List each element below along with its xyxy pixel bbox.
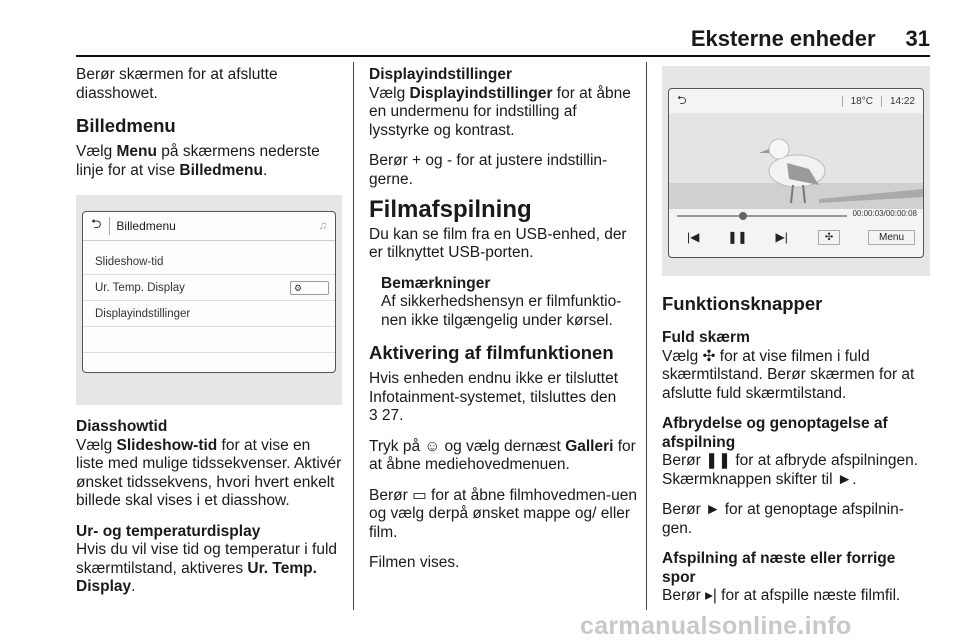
paragraph: Berør ❚❚ for at afbryde afspilningen. Skærmknappen skifter til ►.	[662, 452, 919, 488]
page-header	[680, 26, 930, 52]
back-icon[interactable]: ⮌	[91, 216, 102, 231]
progress-track[interactable]	[677, 215, 847, 217]
screen-title-bar	[669, 89, 923, 113]
subheading: Displayindstillinger	[369, 66, 512, 83]
pause-icon: ❚❚	[705, 452, 732, 469]
paragraph: Vælg ✣ for at vise filmen i fuld skærmtilstand. Berør skærmen for at afslutte fuld skærmtilstand.	[662, 347, 915, 402]
paragraph: Berør + og - for at justere indstillin-gerne.	[369, 152, 608, 188]
paragraph: Du kan se film fra en USB-enhed, der er tilknyttet USB-porten.	[369, 225, 627, 261]
film-icon: ▭	[412, 486, 427, 504]
empty-row	[83, 353, 335, 373]
subheading: Diasshowtid	[76, 418, 168, 435]
header-rule	[76, 55, 930, 57]
menu-item-ur-temp-display[interactable]: Ur. Temp. Display ⚙	[83, 275, 335, 301]
music-icon[interactable]: ♫	[318, 220, 327, 232]
paragraph: Berør ► for at genoptage afspilnin-gen.	[662, 501, 904, 537]
next-icon[interactable]: ▶|	[775, 230, 788, 244]
next-track-icon: ▸|	[705, 587, 717, 604]
paragraph: Vælg Menu på skærmens nederste linje for at vise Billedmenu.	[76, 143, 320, 179]
controls-row	[669, 221, 923, 253]
column-divider	[353, 62, 354, 610]
section-heading: Filmafspilning	[369, 196, 532, 223]
screen-title-bar	[83, 212, 335, 241]
subheading: Ur- og temperaturdisplay	[76, 522, 261, 540]
paragraph: Filmen vises.	[369, 554, 460, 571]
section-heading: Aktivering af filmfunktionen	[369, 342, 614, 363]
page-number: 31	[905, 26, 930, 51]
paragraph: Berør skærmen for at afslutte diasshowet.	[76, 66, 278, 102]
column-1-lower	[76, 418, 342, 609]
back-icon[interactable]: ⮌	[677, 92, 687, 107]
menu-item-slideshow-tid[interactable]: Slideshow-tid	[83, 249, 335, 275]
billedmenu-screen	[82, 211, 336, 373]
note-box	[381, 275, 637, 331]
subheading: Afspilning af næste eller forrige spor	[662, 550, 896, 586]
fullscreen-icon: ✣	[702, 347, 716, 365]
play-icon: ►	[836, 470, 853, 488]
menu-button[interactable]: Menu	[868, 230, 915, 245]
film-figure	[662, 66, 930, 276]
menu-item-displayindstillinger[interactable]: Displayindstillinger	[83, 301, 335, 327]
screen-title: Billedmenu	[116, 219, 176, 233]
empty-row	[83, 327, 335, 353]
paragraph: Vælg Displayindstillinger for at åbne en undermenu for indstilling af lysstyrke og kontrast.	[369, 84, 631, 139]
temperature: 18°C	[842, 96, 881, 107]
progress-row	[669, 209, 923, 221]
section-heading: Billedmenu	[76, 115, 176, 136]
progress-handle[interactable]	[739, 212, 747, 220]
subheading: Fuld skærm	[662, 329, 750, 346]
toggle-icon[interactable]: ⚙	[290, 281, 329, 295]
watermark: carmanualsonline.info	[580, 612, 852, 640]
fullscreen-icon[interactable]: ✣	[818, 230, 840, 245]
previous-icon[interactable]: |◀	[687, 230, 700, 244]
paragraph: Berør ▭ for at åbne filmhovedmen-uen og vælg derpå ønsket mappe og/ eller film.	[369, 486, 637, 541]
column-2	[369, 66, 637, 585]
section-heading: Funktionsknapper	[662, 293, 823, 314]
film-screen	[668, 88, 924, 258]
home-icon: ☺	[424, 437, 441, 455]
paragraph: Hvis enheden endnu ikke er tilsluttet Infotainment-systemet, tilsluttes den 3 27.	[369, 370, 619, 424]
column-divider	[646, 62, 647, 610]
subheading: Afbrydelse og genoptagelse af afspilning	[662, 415, 888, 451]
paragraph: Tryk på ☺ og vælg dernæst Galleri for at åbne mediehovedmenuen.	[369, 437, 636, 473]
note-text: Af sikkerhedshensyn er filmfunktio-nen ikke tilgængelig under kørsel.	[381, 293, 622, 329]
pause-icon[interactable]: ❚❚	[727, 230, 748, 244]
paragraph: Berør ▸| for at afspille næste filmfil.	[662, 587, 901, 604]
timecode: 00:00:03/00:00:08	[852, 209, 917, 218]
note-title: Bemærkninger	[381, 274, 491, 292]
play-icon: ►	[705, 501, 721, 518]
column-1	[76, 66, 342, 192]
column-3	[662, 293, 932, 618]
seagull-image	[669, 113, 923, 209]
paragraph: Vælg Slideshow-tid for at vise en liste med mulige tidssekvenser. Aktivér ønsket tidssekvens, hvori hvert enkelt billede skal vises i et diasshow.	[76, 436, 342, 509]
paragraph: Hvis du vil vise tid og temperatur i fuld skærmtilstand, aktiveres Ur. Temp. Display.	[76, 541, 338, 595]
billedmenu-figure	[76, 195, 342, 405]
header-title: Eksterne enheder	[690, 26, 876, 51]
clock: 14:22	[881, 96, 923, 107]
